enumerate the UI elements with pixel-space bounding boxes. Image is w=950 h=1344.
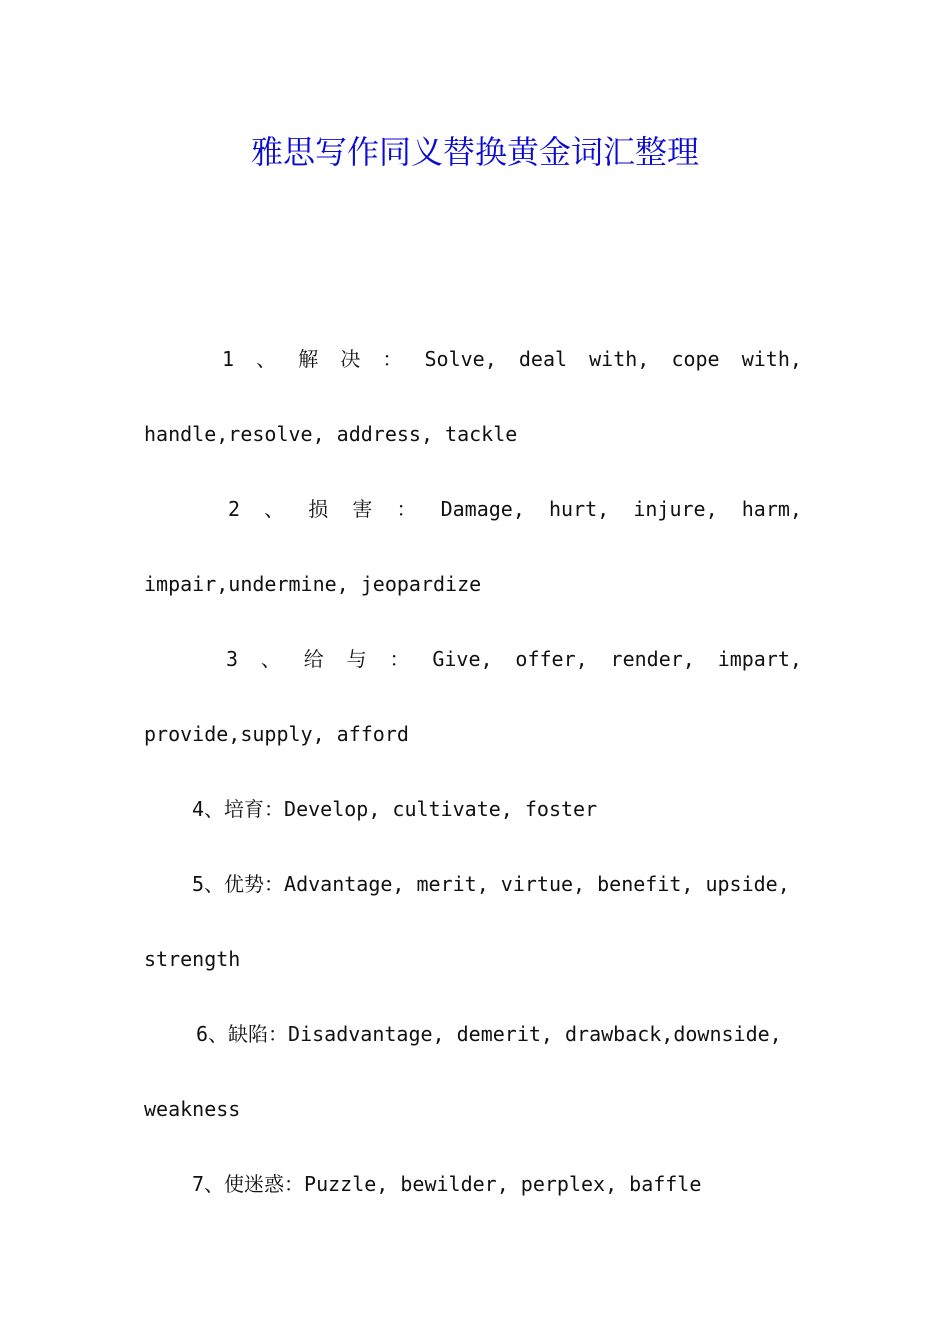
item-first-line: 7、使迷惑：Puzzle, bewilder, perplex, baffle bbox=[192, 1172, 702, 1196]
list-item bbox=[144, 847, 802, 997]
item-continuation-line: strength bbox=[144, 947, 241, 971]
item-heading-char: 损 bbox=[308, 497, 329, 521]
item-heading-char: 决 bbox=[340, 347, 361, 371]
synonym-word: with, bbox=[741, 347, 802, 371]
item-number: 3 bbox=[226, 647, 239, 671]
item-continuation-line: provide,supply, afford bbox=[144, 722, 409, 746]
item-separator: 、 bbox=[264, 497, 285, 521]
item-heading-char: 给 bbox=[303, 647, 324, 671]
item-separator: 、 bbox=[256, 347, 277, 371]
item-colon: ： bbox=[396, 497, 417, 521]
item-number: 1 bbox=[222, 347, 235, 371]
synonym-word: Damage, bbox=[440, 497, 525, 521]
vocabulary-list bbox=[144, 322, 802, 1222]
synonym-word: Give, bbox=[432, 647, 493, 671]
list-item bbox=[144, 322, 802, 472]
synonym-word: with, bbox=[589, 347, 650, 371]
list-item bbox=[144, 1147, 802, 1222]
item-colon: ： bbox=[389, 647, 410, 671]
item-first-line bbox=[144, 472, 802, 547]
item-first-line bbox=[144, 322, 802, 397]
item-first-line bbox=[144, 622, 802, 697]
synonym-word: injure, bbox=[633, 497, 718, 521]
list-item bbox=[144, 772, 802, 847]
item-continuation-line: impair,undermine, jeopardize bbox=[144, 572, 482, 596]
item-first-line: 6、缺陷：Disadvantage, demerit, drawback,downside, bbox=[196, 1022, 782, 1046]
item-heading-char: 害 bbox=[352, 497, 373, 521]
list-item bbox=[144, 472, 802, 622]
item-colon: ： bbox=[382, 347, 403, 371]
synonym-word: render, bbox=[610, 647, 695, 671]
synonym-word: cope bbox=[671, 347, 720, 371]
synonym-word: deal bbox=[518, 347, 568, 371]
item-number: 2 bbox=[228, 497, 241, 521]
item-heading-char: 与 bbox=[346, 647, 367, 671]
item-separator: 、 bbox=[260, 647, 281, 671]
item-heading-char: 解 bbox=[298, 347, 319, 371]
synonym-word: impart, bbox=[717, 647, 802, 671]
list-item bbox=[144, 622, 802, 772]
item-first-line: 4、培育：Develop, cultivate, foster bbox=[192, 797, 598, 821]
synonym-word: offer, bbox=[515, 647, 588, 671]
item-continuation-line: weakness bbox=[144, 1097, 241, 1121]
page-title: 雅思写作同义替换黄金词汇整理 bbox=[250, 133, 699, 171]
synonym-word: harm, bbox=[741, 497, 802, 521]
list-item bbox=[144, 997, 802, 1147]
item-first-line: 5、优势：Advantage, merit, virtue, benefit, upside, bbox=[192, 872, 790, 896]
item-continuation-line: handle,resolve, address, tackle bbox=[144, 422, 518, 446]
synonym-word: Solve, bbox=[424, 347, 497, 371]
synonym-word: hurt, bbox=[549, 497, 610, 521]
